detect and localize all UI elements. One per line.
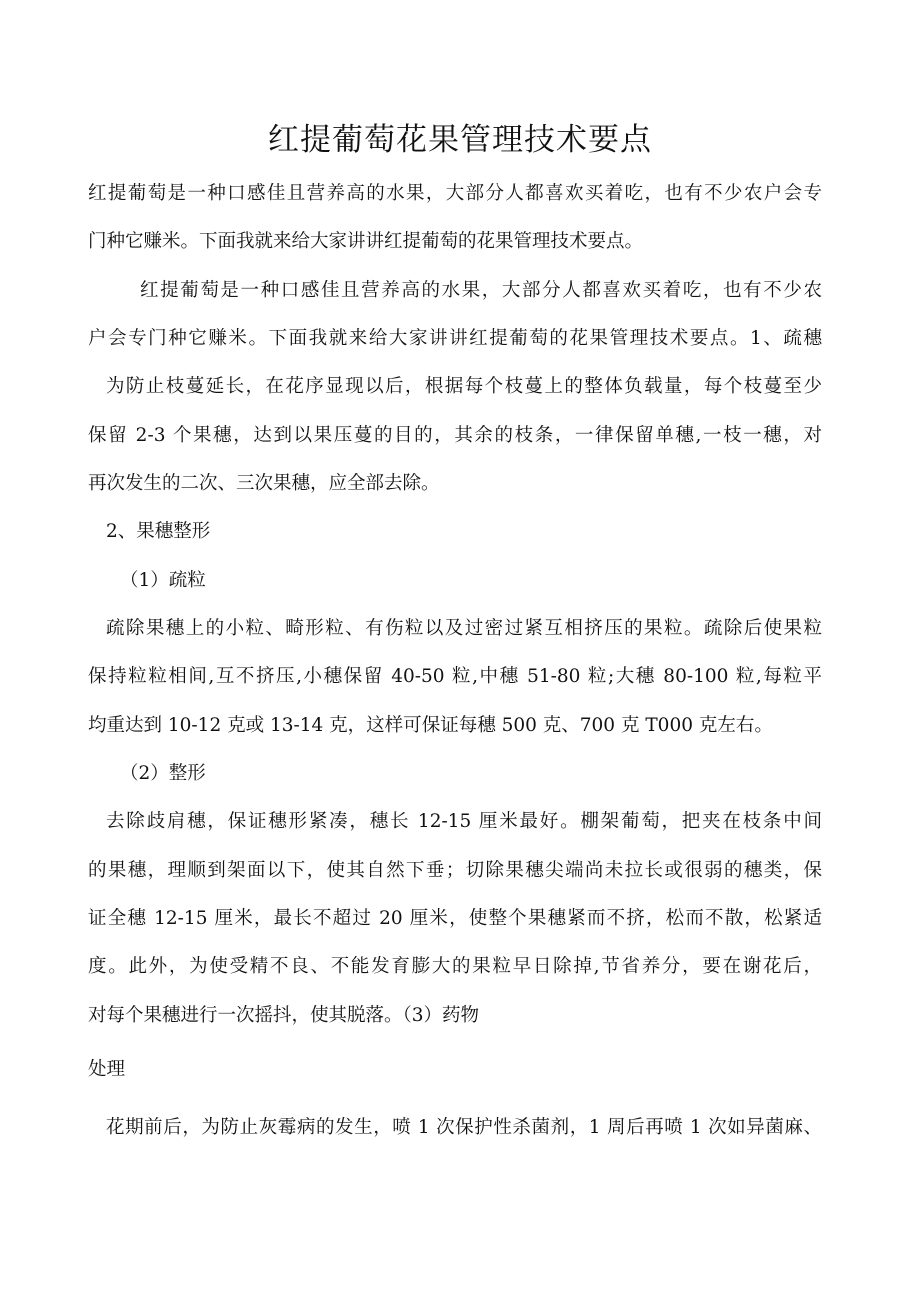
section-heading: 2、果穗整形 xyxy=(106,521,211,542)
paragraph-line: 为防止枝蔓延长，在花序显现以后，根据每个枝蔓上的整体负载量，每个枝蔓至少 xyxy=(106,376,822,397)
paragraph-line: 去除歧肩穗，保证穗形紧凑，穗长 12-15 厘米最好。棚架葡萄，把夹在枝条中间 xyxy=(106,811,822,832)
paragraph-line: 门种它赚米。下面我就来给大家讲讲红提葡萄的花果管理技术要点。 xyxy=(88,231,644,252)
paragraph-line: 对每个果穗进行一次摇抖，使其脱落。（3）药物 xyxy=(88,1005,480,1026)
subsection-heading: （2）整形 xyxy=(120,763,206,784)
document-title: 红提葡萄花果管理技术要点 xyxy=(268,122,652,158)
paragraph-line: 户会专门种它赚米。下面我就来给大家讲讲红提葡萄的花果管理技术要点。1、疏穗 xyxy=(88,328,822,349)
paragraph-line: 花期前后，为防止灰霉病的发生，喷 1 次保护性杀菌剂，1 周后再喷 1 次如异菌麻、 xyxy=(106,1117,822,1138)
paragraph-line: 均重达到 10-12 克或 13-14 克，这样可保证每穗 500 克、700 克 T000 克左右。 xyxy=(88,715,773,736)
paragraph-line: 证全穗 12-15 厘米，最长不超过 20 厘米，使整个果穗紧而不挤，松而不散，松紧适 xyxy=(88,908,822,929)
paragraph-line: 红提葡萄是一种口感佳且营养高的水果，大部分人都喜欢买着吃，也有不少农 xyxy=(140,280,822,301)
paragraph-line: 保留 2-3 个果穗，达到以果压蔓的目的，其余的枝条，一律保留单穗,一枝一穗，对 xyxy=(88,425,822,446)
paragraph-line: 的果穗，理顺到架面以下，使其自然下垂；切除果穗尖端尚未拉长或很弱的穗类，保 xyxy=(88,860,822,881)
paragraph-line: 红提葡萄是一种口感佳且营养高的水果，大部分人都喜欢买着吃，也有不少农户会专 xyxy=(88,183,822,204)
paragraph-line: 处理 xyxy=(88,1059,126,1080)
paragraph-line: 疏除果穗上的小粒、畸形粒、有伤粒以及过密过紧互相挤压的果粒。疏除后使果粒 xyxy=(106,618,822,639)
subsection-heading: （1）疏粒 xyxy=(120,570,206,591)
paragraph-line: 保持粒粒相间,互不挤压,小穗保留 40-50 粒,中穗 51-80 粒;大穗 80-100 粒,每粒平 xyxy=(88,666,822,687)
paragraph-line: 度。此外，为使受精不良、不能发育膨大的果粒早日除掉,节省养分，要在谢花后， xyxy=(88,956,822,977)
paragraph-line: 再次发生的二次、三次果穗，应全部去除。 xyxy=(88,473,440,494)
